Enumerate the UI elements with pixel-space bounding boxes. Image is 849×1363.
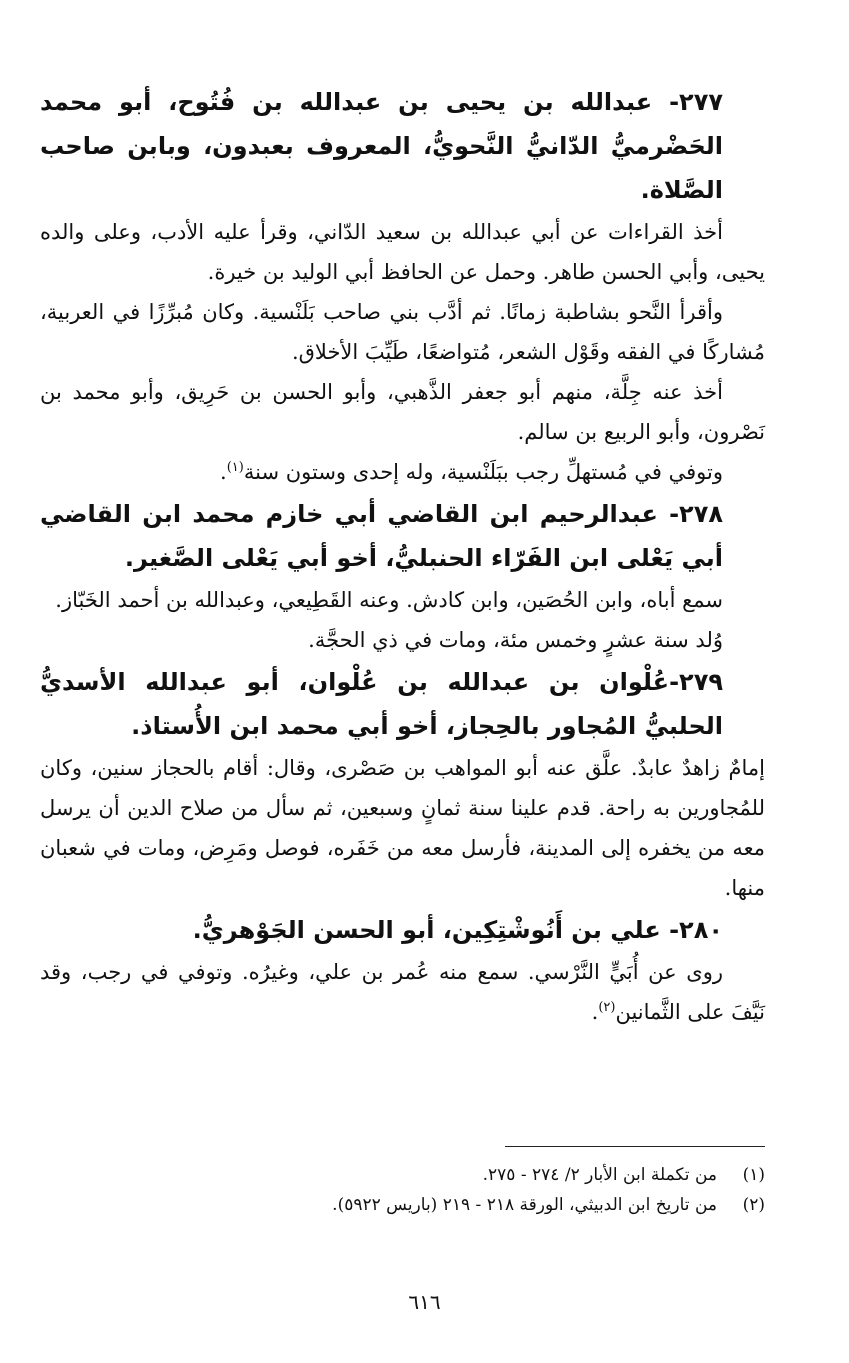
footnotes [85,1160,765,1220]
entry-paragraph: إمامٌ زاهدٌ عابدٌ. علَّق عنه أبو المواهب بن صَصْرى، وقال: أقام بالحجاز سنين، وكان للمُجاورين به راحة. قدم علينا سنة ثمانٍ وسبعين، ثم سأل من صلاح الدين أن يرسل معه من يخفره إلى المدينة، فأرسل معه من خَفَره، فوصل ومَرِض، ومات في شعبان منها. [40,756,765,900]
entry-heading: ٢٧٩-عُلْوان بن عبدالله بن عُلْوان، أبو عبدالله الأسديُّ الحلبيُّ المُجاور بالحِجاز، أخو أبي محمد ابن الأُستاذ. [40,668,723,740]
entry-paragraph: وأقرأ النَّحو بشاطبة زمانًا. ثم أدَّب بني صاحب بَلَنْسية. وكان مُبرِّزًا في العربية، مُشاركًا في الفقه وقَوْل الشعر، مُتواضعًا، طَيِّبَ الأخلاق. [40,300,765,364]
biography-entry-278 [40,492,765,660]
footnote-number: (١) [742,1165,765,1185]
entry-paragraph: وُلد سنة عشرٍ وخمس مئة، ومات في ذي الحجَّة. [308,628,723,652]
page-body [40,80,765,1032]
footnote-divider [505,1146,765,1147]
footnote-text: من تاريخ ابن الدبيثي، الورقة ٢١٨ - ٢١٩ (باريس ٥٩٢٢). [332,1195,717,1215]
footnote-text: من تكملة ابن الأبار ٢/ ٢٧٤ - ٢٧٥. [482,1165,717,1185]
entry-paragraph-text: روى عن أُبَيٍّ النَّرْسي. سمع منه عُمر بن علي، وغيرُه. وتوفي في رجب، وقد نَيَّفَ على الثَّمانين [40,960,765,1024]
page-number: ٦١٦ [408,1290,441,1314]
biography-entry-277 [40,80,765,492]
sentence-end: . [591,1000,599,1024]
entry-heading: ٢٧٧- عبدالله بن يحيى بن عبدالله بن فُتُوح، أبو محمد الحَضْرميُّ الدّانيُّ النَّحويُّ، المعروف بعبدون، وبابن صاحب الصَّلاة. [40,88,723,204]
sentence-end: . [220,460,227,484]
biography-entry-280 [40,908,765,1032]
footnote-item [85,1190,765,1220]
entry-heading: ٢٧٨- عبدالرحيم ابن القاضي أبي خازم محمد ابن القاضي أبي يَعْلى ابن الفَرّاء الحنبليُّ، أخو أبي يَعْلى الصَّغير. [40,500,723,572]
footnote-number: (٢) [742,1195,765,1215]
entry-paragraph: أخذ عنه جِلَّة، منهم أبو جعفر الذَّهبي، وأبو الحسن بن حَرِيق، وأبو محمد بن نَصْرون، وأبو الربيع بن سالم. [40,380,765,444]
entry-heading: ٢٨٠- علي بن أَنُوشْتِكِين، أبو الحسن الجَوْهريُّ. [192,916,723,944]
biography-entry-279 [40,660,765,908]
footnote-reference: (٢) [598,1000,616,1015]
footnote-item [85,1160,765,1190]
entry-paragraph: أخذ القراءات عن أبي عبدالله بن سعيد الدّاني، وقرأ عليه الأدب، وعلى والده يحيى، وأبي الحسن طاهر. وحمل عن الحافظ أبي الوليد بن خيرة. [40,220,765,284]
entry-paragraph-text: وتوفي في مُستهلِّ رجب ببَلَنْسية، وله إحدى وستون سنة [243,460,723,484]
entry-paragraph-with-note [40,452,765,492]
footnote-reference: (١) [226,460,244,475]
entry-paragraph: سمع أباه، وابن الحُصَين، وابن كادش. وعنه القَطِيعي، وعبدالله بن أحمد الخَبّاز. [55,588,723,612]
entry-paragraph-with-note [40,952,765,1032]
